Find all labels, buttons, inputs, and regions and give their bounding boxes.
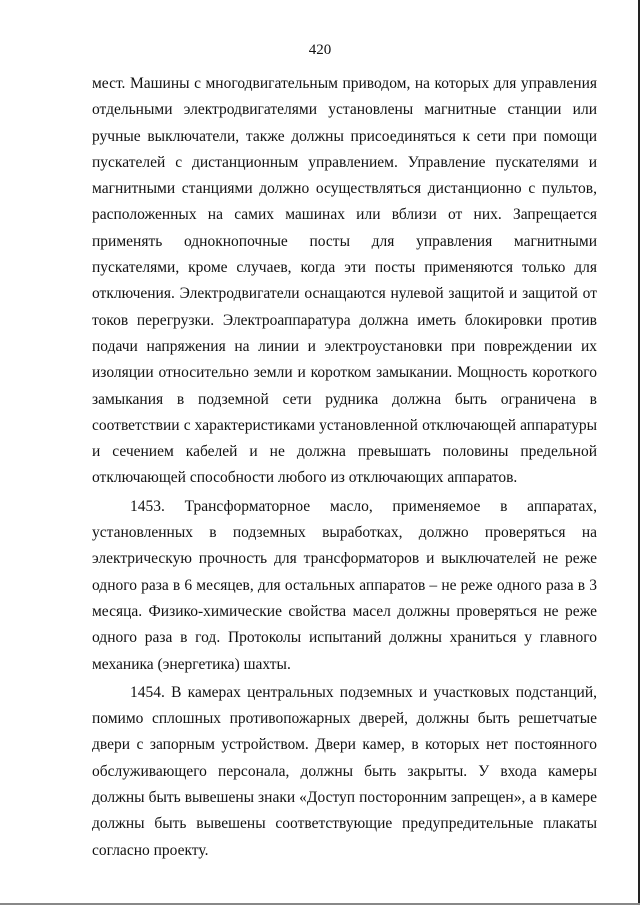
document-body	[92, 71, 597, 864]
page-number: 420	[308, 42, 332, 58]
paragraph-1453: 1453. Трансформаторное масло, применяемое в аппаратах, установленных в подземных выработках, должно проверяться на электрическую прочность для трансформаторов и выключателей не реже одного раза в 6 месяцев, для остальных аппаратов – не реже одного раза в 3 месяца. Физико-химические свойства масел должны проверяться не реже одного раза в год. Протоколы испытаний должны храниться у главного механика (энергетика) шахты.	[92, 497, 597, 673]
paragraph-continuation: мест. Машины с многодвигательным приводом, на которых для управления отдельными электродвигателями установлены магнитные станции или ручные выключатели, также должны присоединяться к сети при помощи пускателей с дистанционным управлением. Управление пускателями и магнитными станциями должно осуществляться дистанционно с пультов, расположенных на самих машинах или вблизи от них. Запрещается применять однокнопочные посты для управления магнитными пускателями, кроме случаев, когда эти посты применяются только для отключения. Электродвигатели оснащаются нулевой защитой и защитой от токов перегрузки. Электроаппаратура должна иметь блокировки против подачи напряжения на линии и электроустановки при повреждении их изоляции относительно земли и коротком замыкании. Мощность короткого замыкания в подземной сети рудника должна быть ограничена в соответствии с характеристиками установленной отключающей аппаратуры и сечением кабелей и не должна превышать половины предельной отключающей способности любого из отключающих аппаратов.	[92, 75, 597, 487]
paragraph-1454: 1454. В камерах центральных подземных и участковых подстанций, помимо сплошных противопожарных дверей, должны быть решетчатые двери с запорным устройством. Двери камер, в которых нет постоянного обслуживающего персонала, должны быть закрыты. У входа камеры должны быть вывешены знаки «Доступ посторонним запрещен», а в камере должны быть вывешены соответствующие предупредительные плакаты согласно проекту.	[92, 683, 597, 859]
